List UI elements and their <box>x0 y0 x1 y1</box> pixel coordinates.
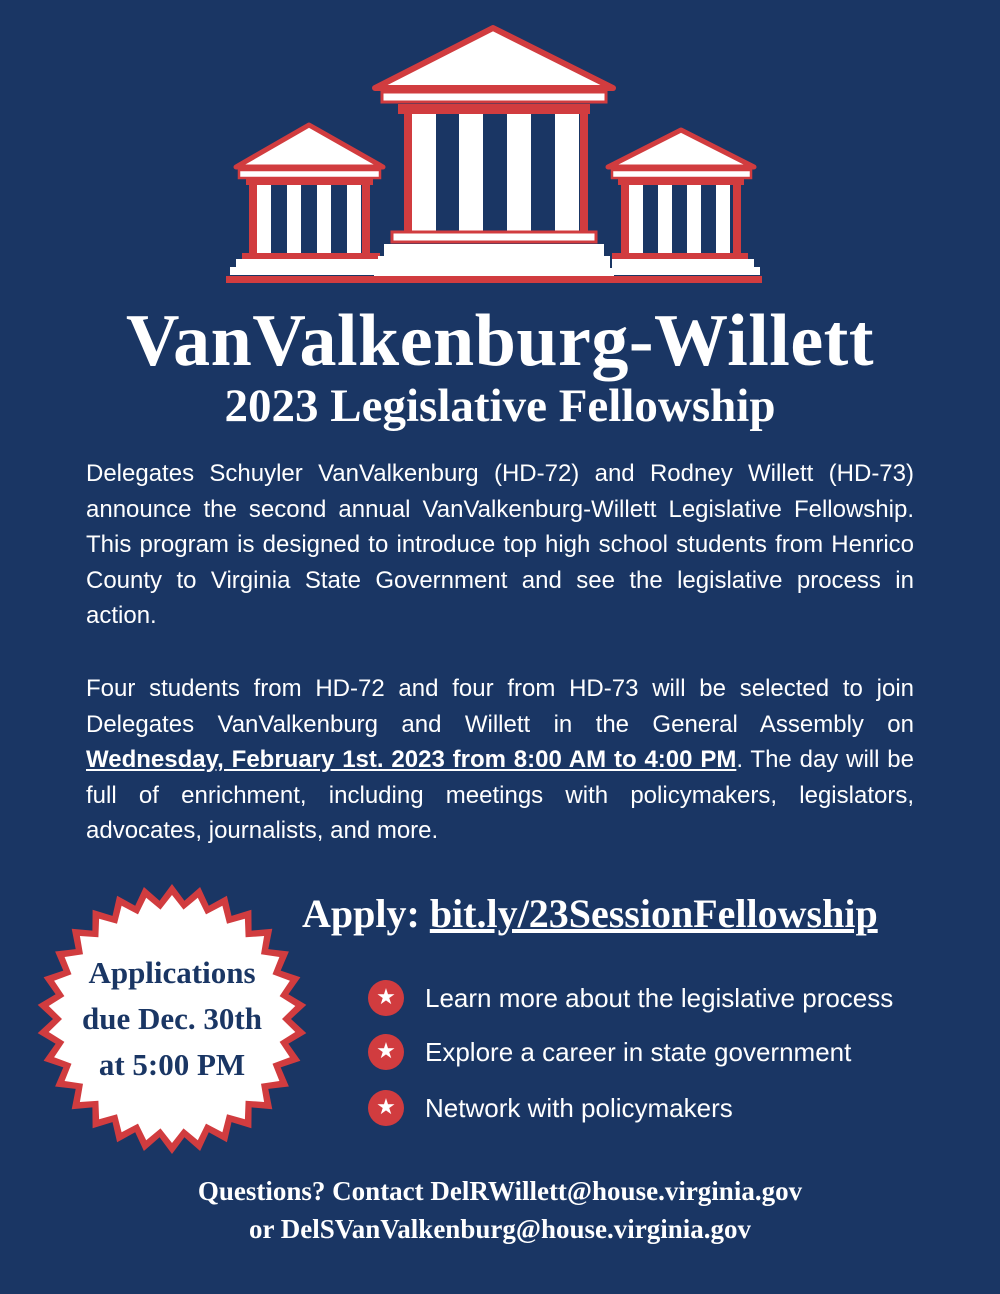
apply-label: Apply: <box>302 891 420 936</box>
apply-link[interactable]: bit.ly/23SessionFellowship <box>429 891 878 936</box>
building-base-line <box>226 276 762 283</box>
page-title: VanValkenburg-Willett <box>126 300 874 382</box>
details-text-before: Four students from HD-72 and four from HD-73 will be selected to join Delegates VanValkenburg and Willett in the General Assembly on <box>86 675 914 738</box>
list-item <box>368 972 968 1022</box>
deadline-line-2: due Dec. 30th <box>82 1001 262 1036</box>
list-item-text: Explore a career in state government <box>425 1037 852 1067</box>
intro-paragraph: Delegates Schuyler VanValkenburg (HD-72) and Rodney Willett (HD-73) announce the second annual VanValkenburg-Willett Legislative Fellowship. This program is designed to introduce top high school students from Henrico County to Virginia State Government and see the legislative process in action. <box>86 460 914 629</box>
left-building-icon <box>230 125 383 275</box>
contact-info <box>0 1172 1000 1248</box>
list-item <box>368 1026 968 1076</box>
capitol-buildings-icon <box>0 0 1000 300</box>
right-building-icon <box>608 130 760 275</box>
deadline-line-1: Applications <box>88 955 256 990</box>
list-item <box>368 1082 968 1132</box>
list-item-text: Learn more about the legislative process <box>425 983 894 1013</box>
star-icon: ★ <box>368 1090 404 1126</box>
deadline-line-3: at 5:00 PM <box>98 1047 246 1082</box>
page-subtitle: 2023 Legislative Fellowship <box>224 380 776 432</box>
event-date-time: Wednesday, February 1st. 2023 from 8:00 AM to 4:00 PM <box>86 746 737 773</box>
list-item-text: Network with policymakers <box>425 1093 733 1123</box>
star-icon: ★ <box>368 1034 404 1070</box>
center-building-icon <box>374 28 614 276</box>
star-icon: ★ <box>368 980 404 1016</box>
apply-line <box>302 888 878 940</box>
details-paragraph <box>86 671 914 849</box>
details-text-after: . The day will be full of enrichment, including meetings with policymakers, legislators, advocates, journalists, and more. <box>86 746 914 844</box>
deadline-text <box>32 950 312 1088</box>
contact-line-2: or DelSVanValkenburg@house.virginia.gov <box>249 1214 751 1244</box>
contact-line-1: Questions? Contact DelRWillett@house.virginia.gov <box>197 1176 803 1206</box>
